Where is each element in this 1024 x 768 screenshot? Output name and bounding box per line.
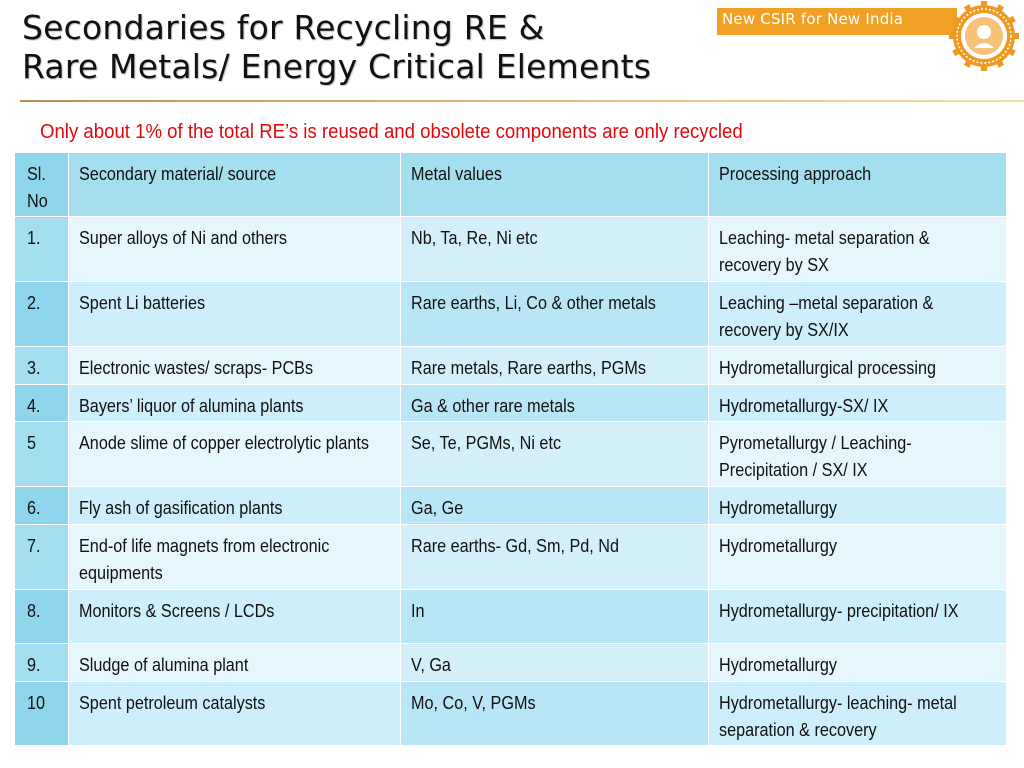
table-row — [15, 422, 1007, 487]
cell-sl-no: 5 — [15, 422, 69, 487]
cell-sl-no: 1. — [15, 217, 69, 282]
subtitle-note: Only about 1% of the total RE’s is reused and obsolete components are only recycled — [40, 121, 743, 143]
cell-processing: Hydrometallurgical processing — [709, 347, 1007, 385]
cell-processing: Hydrometallurgy- precipitation/ IX — [709, 590, 1007, 644]
table-row — [15, 644, 1007, 682]
cell-processing: Leaching- metal separation & recovery by SX — [709, 217, 1007, 282]
cell-source: Super alloys of Ni and others — [69, 217, 401, 282]
title-divider — [20, 100, 1024, 102]
cell-sl-no: 8. — [15, 590, 69, 644]
column-header-processing: Processing approach — [709, 153, 1007, 217]
cell-sl-no: 2. — [15, 282, 69, 347]
cell-source: Fly ash of gasification plants — [69, 487, 401, 525]
cell-metal-values: Rare earths- Gd, Sm, Pd, Nd — [401, 525, 709, 590]
cell-metal-values: Mo, Co, V, PGMs — [401, 682, 709, 746]
table-row — [15, 682, 1007, 746]
cell-source: End-of life magnets from electronic equipments — [69, 525, 401, 590]
cell-processing: Hydrometallurgy- leaching- metal separation & recovery — [709, 682, 1007, 746]
column-header-sl-no: Sl. No — [15, 153, 69, 217]
cell-source: Spent petroleum catalysts — [69, 682, 401, 746]
cell-processing: Hydrometallurgy — [709, 487, 1007, 525]
table-row — [15, 590, 1007, 644]
cell-metal-values: Rare earths, Li, Co & other metals — [401, 282, 709, 347]
table-row — [15, 487, 1007, 525]
cell-sl-no: 9. — [15, 644, 69, 682]
brand-underline — [717, 34, 957, 35]
slide-title-line-1: Secondaries for Recycling RE & — [22, 8, 545, 47]
cell-metal-values: V, Ga — [401, 644, 709, 682]
slide-title — [22, 8, 722, 86]
cell-source: Bayers’ liquor of alumina plants — [69, 385, 401, 422]
cell-source: Monitors & Screens / LCDs — [69, 590, 401, 644]
cell-sl-no: 7. — [15, 525, 69, 590]
recycling-table — [14, 152, 1007, 746]
brand-text: New CSIR for New India — [722, 10, 904, 28]
cell-metal-values: Se, Te, PGMs, Ni etc — [401, 422, 709, 487]
slide-title-line-2: Rare Metals/ Energy Critical Elements — [22, 47, 652, 86]
cell-sl-no: 3. — [15, 347, 69, 385]
cell-source: Spent Li batteries — [69, 282, 401, 347]
cell-metal-values: Nb, Ta, Re, Ni etc — [401, 217, 709, 282]
cell-processing: Hydrometallurgy-SX/ IX — [709, 385, 1007, 422]
cell-source: Electronic wastes/ scraps- PCBs — [69, 347, 401, 385]
table-row — [15, 347, 1007, 385]
cell-processing: Pyrometallurgy / Leaching-Precipitation / SX/ IX — [709, 422, 1007, 487]
cell-sl-no: 10 — [15, 682, 69, 746]
cell-processing: Hydrometallurgy — [709, 644, 1007, 682]
cell-source: Sludge of alumina plant — [69, 644, 401, 682]
table-row — [15, 385, 1007, 422]
cell-metal-values: Ga, Ge — [401, 487, 709, 525]
cell-source: Anode slime of copper electrolytic plants — [69, 422, 401, 487]
cell-processing: Hydrometallurgy — [709, 525, 1007, 590]
cell-sl-no: 4. — [15, 385, 69, 422]
cell-processing: Leaching –metal separation & recovery by SX/IX — [709, 282, 1007, 347]
csir-logo-icon — [948, 0, 1020, 72]
cell-metal-values: Ga & other rare metals — [401, 385, 709, 422]
column-header-source: Secondary material/ source — [69, 153, 401, 217]
cell-metal-values: In — [401, 590, 709, 644]
cell-metal-values: Rare metals, Rare earths, PGMs — [401, 347, 709, 385]
column-header-metal-values: Metal values — [401, 153, 709, 217]
cell-sl-no: 6. — [15, 487, 69, 525]
table-row — [15, 217, 1007, 282]
table-row — [15, 525, 1007, 590]
table-row — [15, 282, 1007, 347]
table-header-row — [15, 153, 1007, 217]
